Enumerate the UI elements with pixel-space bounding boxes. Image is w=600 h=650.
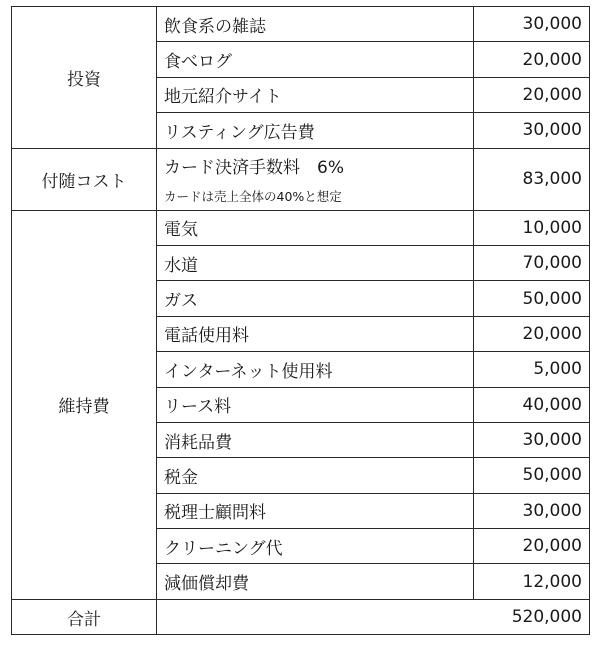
item-cell: 電話使用料 (157, 316, 474, 351)
item-cell: 地元紹介サイト (157, 77, 474, 112)
item-cell: リスティング広告費 (157, 113, 474, 148)
amount-cell: 30,000 (474, 7, 590, 42)
total-row (12, 599, 590, 634)
table-row (12, 210, 590, 245)
item-cell-incidental (157, 148, 474, 210)
amount-cell: 30,000 (474, 493, 590, 528)
amount-cell: 70,000 (474, 245, 590, 280)
item-cell: クリーニング代 (157, 529, 474, 564)
item-cell: ガス (157, 281, 474, 316)
total-label: 合計 (12, 599, 157, 634)
amount-cell: 5,000 (474, 352, 590, 387)
amount-cell: 50,000 (474, 281, 590, 316)
item-cell: インターネット使用料 (157, 352, 474, 387)
category-maintenance: 維持費 (12, 210, 157, 599)
total-amount: 520,000 (157, 599, 590, 634)
item-cell: 水道 (157, 245, 474, 280)
item-cell: 飲食系の雑誌 (157, 7, 474, 42)
amount-cell: 30,000 (474, 422, 590, 457)
item-cell: 税金 (157, 458, 474, 493)
amount-cell: 40,000 (474, 387, 590, 422)
item-cell: 税理士顧問料 (157, 493, 474, 528)
category-investment: 投資 (12, 7, 157, 149)
amount-cell: 10,000 (474, 210, 590, 245)
item-cell: 食べログ (157, 42, 474, 77)
item-cell: 電気 (157, 210, 474, 245)
amount-cell: 50,000 (474, 458, 590, 493)
amount-cell: 12,000 (474, 564, 590, 599)
amount-cell: 83,000 (474, 148, 590, 210)
card-fee-label: カード決済手数料 6% (164, 157, 344, 178)
amount-cell: 20,000 (474, 316, 590, 351)
amount-cell: 20,000 (474, 77, 590, 112)
amount-cell: 20,000 (474, 42, 590, 77)
card-fee-note: カードは売上全体の40%と想定 (164, 188, 342, 204)
item-cell: リース料 (157, 387, 474, 422)
cost-table (11, 6, 590, 635)
table-row (12, 148, 590, 210)
category-incidental: 付随コスト (12, 148, 157, 210)
item-cell: 減価償却費 (157, 564, 474, 599)
amount-cell: 30,000 (474, 113, 590, 148)
amount-cell: 20,000 (474, 529, 590, 564)
item-cell: 消耗品費 (157, 422, 474, 457)
table-row (12, 7, 590, 42)
